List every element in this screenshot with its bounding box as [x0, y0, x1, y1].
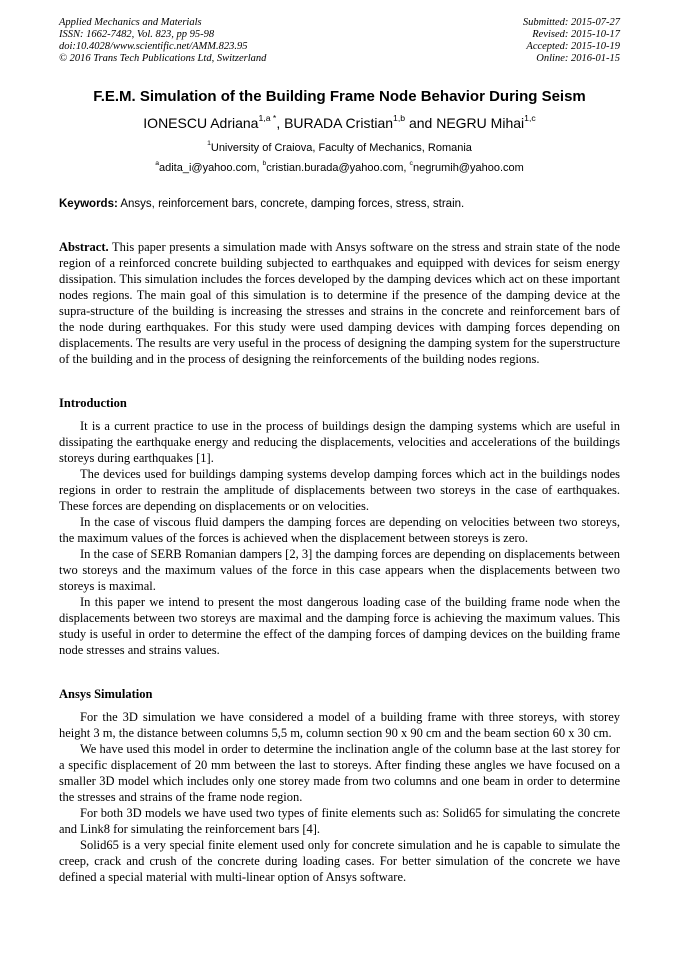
journal-issn-volume: ISSN: 1662-7482, Vol. 823, pp 95-98 [59, 29, 215, 40]
paragraph: In the case of SERB Romanian dampers [2, 3] the damping forces are depending on displacements between two storeys and the maximum values of the force in this case appears when the displacements between two storeys is maximal. [59, 547, 620, 593]
date-submitted: Submitted: 2015-07-27 [522, 17, 620, 28]
paragraph: In this paper we intend to present the most dangerous loading case of the building frame node when the displacements between two storeys are maximal and the damping force is achieving the maximum values. This study is useful in order to determine the effect of the damping forces of damping devices on the building frame node stresses and strains values. [59, 595, 620, 657]
paragraph: It is a current practice to use in the process of buildings design the damping systems which are useful in dissipating the earthquake energy and reducing the displacements, velocities and accelerations of the buildings storeys during earthquakes [1]. [59, 419, 620, 465]
affiliation-text: University of Craiova, Faculty of Mechanics, Romania [210, 142, 472, 154]
keywords-line [59, 197, 620, 212]
author-affiliation-mark: 1,b [393, 113, 406, 124]
affiliation-mark: 1 [207, 140, 211, 148]
paragraph: We have used this model in order to determine the inclination angle of the column base at the last storey for a specific displacement of 20 mm between the last to storeys. After finding these angles we have focused on a smaller 3D model which includes only one storey made from two columns and one beam in order to determine the stresses and strains of the frame node region. [59, 742, 620, 804]
affiliation-line [59, 141, 620, 155]
section-heading: Ansys Simulation [59, 687, 153, 701]
journal-info [59, 17, 266, 65]
journal-copyright: © 2016 Trans Tech Publications Ltd, Switzerland [59, 53, 267, 64]
email-mark: a [155, 160, 159, 168]
abstract-label: Abstract. [59, 240, 109, 254]
email-separator: , [403, 162, 410, 174]
author-affiliation-mark: 1,c [524, 113, 536, 124]
keywords-text: Ansys, reinforcement bars, concrete, damping forces, stress, strain. [117, 198, 465, 210]
author-separator: , [276, 115, 285, 131]
paragraph: Solid65 is a very special finite element used only for concrete simulation and he is capable to simulate the creep, crack and crush of the concrete during loading cases. For better simulation of the concrete we have defined a special material with multi-linear option of Ansys software. [59, 838, 620, 884]
author-name: IONESCU Adriana [143, 115, 259, 131]
journal-doi: doi:10.4028/www.scientific.net/AMM.823.95 [59, 41, 248, 52]
paper-title: F.E.M. Simulation of the Building Frame Node Behavior During Seism [93, 88, 586, 105]
section-ansys-simulation [59, 686, 620, 885]
date-revised: Revised: 2015-10-17 [532, 29, 620, 40]
submission-dates [523, 17, 620, 65]
emails-line [59, 161, 620, 175]
email-address: negrumih@yahoo.com [412, 162, 524, 174]
abstract-paragraph [59, 239, 620, 367]
section-heading: Introduction [59, 396, 127, 410]
journal-name: Applied Mechanics and Materials [59, 17, 202, 28]
paragraph: For both 3D models we have used two types of finite elements such as: Solid65 for simulating the concrete and Link8 for simulating the reinforcement bars [4]. [59, 806, 620, 836]
paragraph: The devices used for buildings damping systems develop damping forces which act in the buildings nodes regions in order to restrain the amplitude of displacements between two storeys in the case of earthquakes. These forces are depending on displacements or on velocities. [59, 467, 620, 513]
email-mark: c [409, 160, 413, 168]
author-name: BURADA Cristian [284, 115, 394, 131]
paragraph: For the 3D simulation we have considered a model of a building frame with three storeys, with storey height 3 m, the distance between columns 5,5 m, column section 90 x 90 cm and the beam section 60 x 30 cm. [59, 710, 620, 740]
date-accepted: Accepted: 2015-10-19 [526, 41, 620, 52]
authors-line [59, 114, 620, 132]
journal-header [59, 17, 620, 65]
abstract-text: This paper presents a simulation made with Ansys software on the stress and strain state of the node region of a reinforced concrete building subjected to earthquakes and equipped with devices for seism energy dissipation. This simulation includes the forces developed by the damping devices which act on these important nodes regions. The main goal of this simulation is to determine if the presence of the damping device at the supra-structure of the building is increasing the stresses and strains in the concrete and reinforcement bars of the node during earthquakes. For this study were used damping devices with damping forces depending on displacements. The results are very useful in the process of designing the damping system for the superstructure of the building and in the process of designing the reinforcements of the building nodes regions. [59, 240, 620, 366]
author-separator: and [405, 115, 437, 131]
email-address: cristian.burada@yahoo.com [266, 162, 404, 174]
paragraph: In the case of viscous fluid dampers the damping forces are depending on velocities between two storeys, the maximum values of the forces is achieved when the displacement between storeys is zero. [59, 515, 620, 545]
author-affiliation-mark: 1,a * [258, 113, 277, 124]
section-introduction [59, 395, 620, 658]
keywords-label: Keywords: [59, 198, 118, 210]
email-mark: b [262, 160, 267, 168]
email-address: adita_i@yahoo.com [158, 162, 257, 174]
email-separator: , [256, 162, 263, 174]
date-online: Online: 2016-01-15 [536, 53, 620, 64]
author-name: NEGRU Mihai [436, 115, 525, 131]
